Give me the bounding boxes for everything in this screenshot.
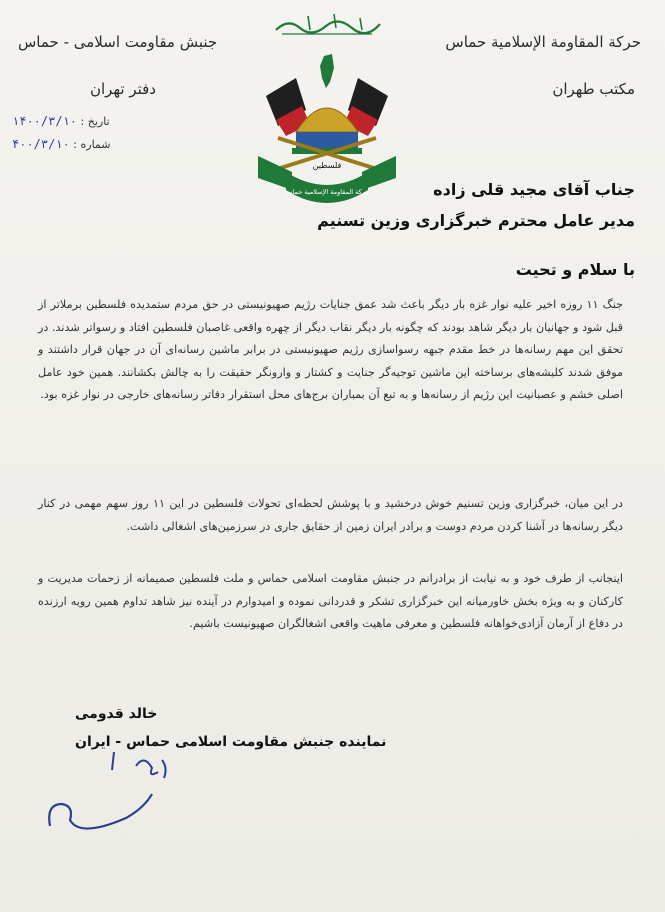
bismillah-calligraphy bbox=[268, 10, 388, 40]
date-row bbox=[12, 114, 110, 128]
recipient-name: جناب آقای مجید قلی زاده bbox=[433, 180, 635, 199]
org-name-arabic: حركة المقاومة الإسلامية حماس bbox=[445, 33, 641, 51]
number-label: شماره : bbox=[73, 138, 111, 151]
handwritten-signature bbox=[40, 748, 180, 843]
emblem-label: فلسطین bbox=[312, 161, 342, 170]
paragraph-1: جنگ ۱۱ روزه اخیر علیه نوار غزه بار دیگر باعث شد عمق جنایات رژیم صهیونیستی در حق مردم ستمدیده فلسطین برملاتر از قبل شود و جهانیان بار دیگر شاهد بودند که چگونه بار دیگر نقاب دیگر از چهره واقعی غاصبان فلسطین افتاد و رسواتر شدند. در تحقق این مهم رسانه‌ها در خط مقدم جبهه رسواسازی رژیم صهیونیستی در برابر ماشین رسانه‌ای آن در جهان قرار داشتند و موفق شدند کلیشه‌های برساخته این ماشین توجیه‌گر جنایت و کشتار و وارونگر حقیقت را به چالش بکشانند. همین خود عامل اصلی خشم و عصبانیت این رژیم از رسانه‌ها و به تبع آن بمباران برج‌های محل استقرار دفاتر رسانه‌های خارجی در نوار غزه بود. bbox=[38, 298, 623, 401]
office-name-persian: دفتر تهران bbox=[90, 80, 156, 98]
date-label: تاریخ : bbox=[80, 115, 110, 128]
emblem-banner-text: حركة المقاومة الإسلامية حماس bbox=[284, 188, 370, 196]
date-value: ۱۴۰۰/۳/۱۰ bbox=[12, 114, 78, 128]
org-name-persian: جنبش مقاومت اسلامی - حماس bbox=[18, 33, 218, 51]
signatory-title: نماینده جنبش مقاومت اسلامی حماس - ایران bbox=[75, 734, 387, 750]
signatory-name: خالد قدومی bbox=[75, 706, 158, 722]
paragraph-3: اینجانب از طرف خود و به نیابت از برادرانم در جنبش مقاومت اسلامی حماس و ملت فلسطین صمیمانه از زحمات مدیریت و کارکنان و به ویژه بخش خاورمیانه این خبرگزاری تشکر و قدردانی نموده و امیدوارم در آینده نیز شاهد تداوم همین رویه ارزنده در دفاع از آرمان آزادی‌خواهانه فلسطین و معرفی ماهیت واقعی اشغالگران صهیونیست باشیم. bbox=[38, 572, 623, 630]
number-row bbox=[12, 137, 111, 151]
number-value: ۴۰۰/۳/۱۰ bbox=[12, 137, 70, 151]
paragraph-2: در این میان، خبرگزاری وزین تسنیم خوش درخشید و با پوشش لحظه‌ای تحولات فلسطین در این ۱۱ روز سهم مهمی در کنار دیگر رسانه‌ها در آشنا کردن مردم دوست و برادر ایران زمین از حقایق جاری در سرزمین‌های اشغالی داشت. bbox=[38, 497, 623, 533]
office-name-arabic: مكتب طهران bbox=[552, 80, 635, 98]
recipient-title: مدیر عامل محترم خبرگزاری وزین تسنیم bbox=[317, 211, 635, 230]
greeting: با سلام و تحیت bbox=[515, 260, 635, 279]
hamas-emblem bbox=[252, 48, 402, 208]
